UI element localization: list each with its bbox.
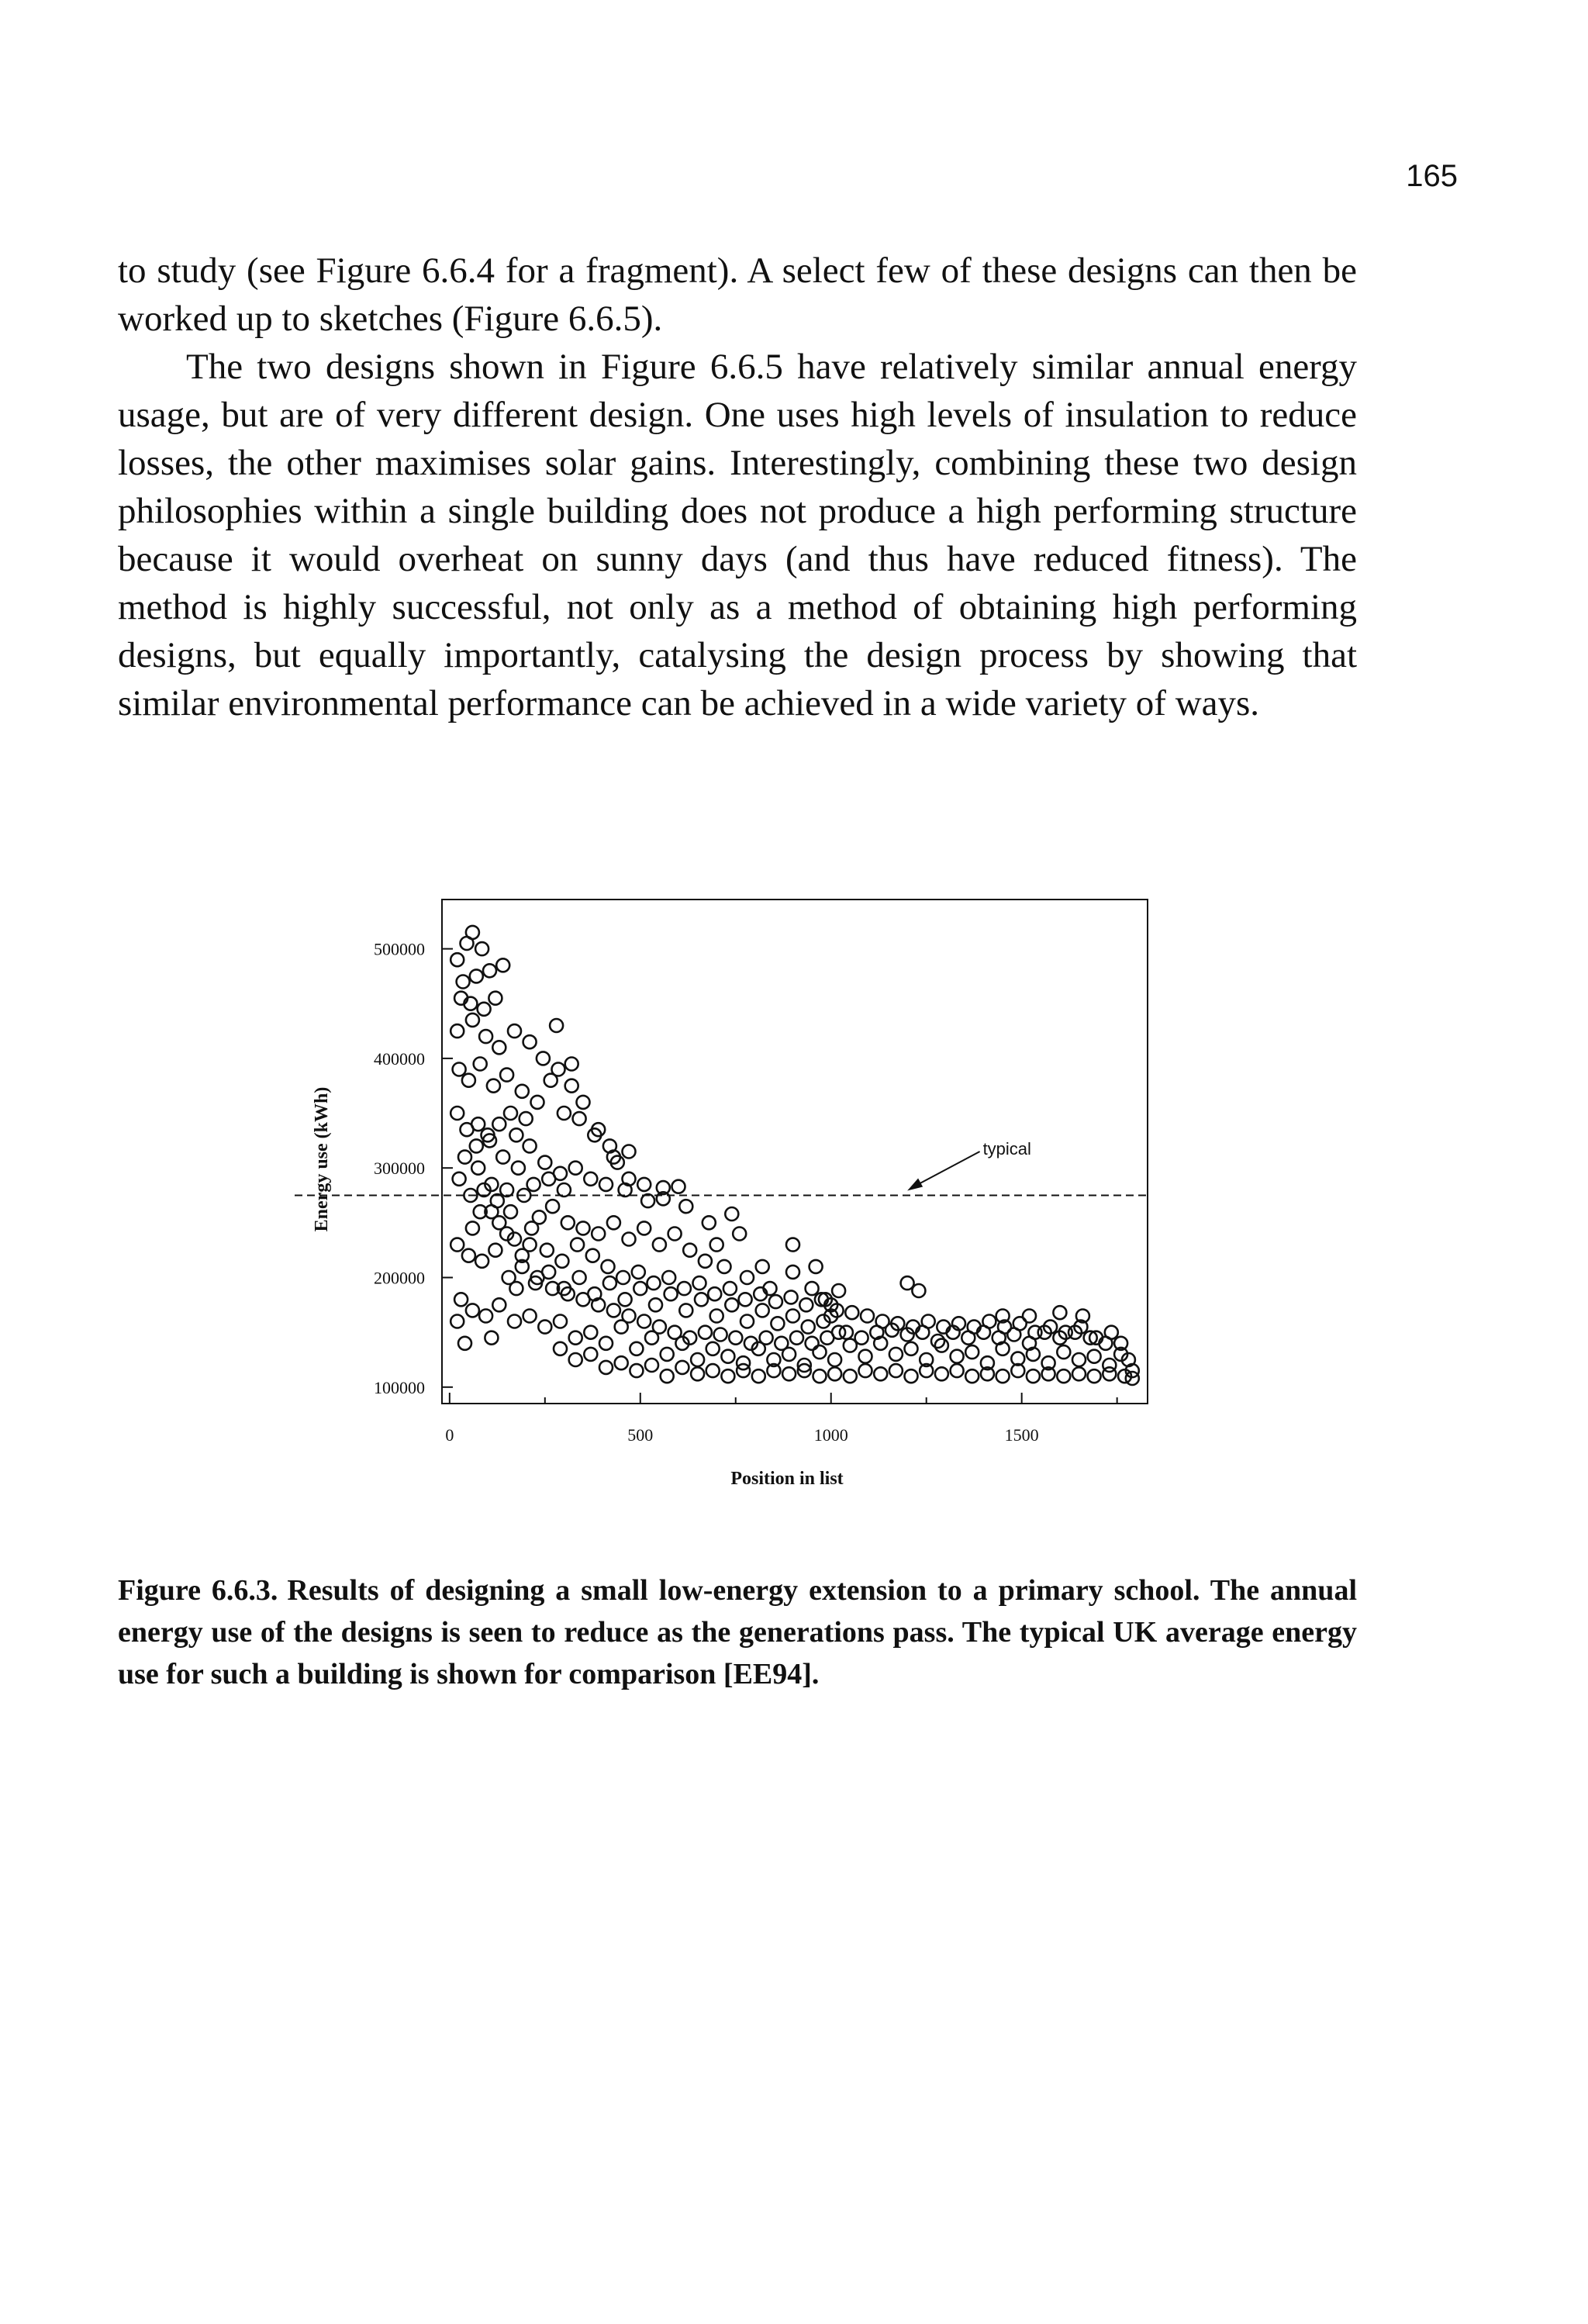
- data-point: [721, 1350, 734, 1363]
- data-point: [471, 1117, 485, 1131]
- data-point: [504, 1205, 517, 1218]
- data-point: [703, 1216, 716, 1229]
- data-point: [623, 1310, 636, 1323]
- data-point: [859, 1364, 872, 1377]
- data-point: [710, 1310, 723, 1323]
- data-point: [544, 1074, 558, 1087]
- x-tick-label: 500: [627, 1425, 654, 1445]
- body-paragraph: The two designs shown in Figure 6.6.5 have relatively similar annual energy usage, but are of very different design. One uses high levels of insulation to reduce losses, the other maximises solar gains. Interestingly, combining these two design philosophies within a single building does not produce a high performing structure because it would overheat on sunny days (and thus have reduced fitness). The method is highly successful, not only as a method of obtaining high performing designs, but equally importantly, catalysing the design process by showing that similar environmental performance can be achieved in a wide variety of ways.: [118, 347, 1357, 723]
- data-point: [623, 1145, 636, 1159]
- data-point: [584, 1348, 597, 1361]
- data-point: [649, 1298, 662, 1311]
- data-point: [527, 1178, 540, 1191]
- data-point: [525, 1221, 538, 1235]
- data-point: [485, 1331, 498, 1345]
- data-point: [509, 1282, 523, 1295]
- data-point: [632, 1266, 645, 1279]
- data-point: [451, 1238, 464, 1252]
- data-point: [523, 1035, 537, 1048]
- scatter-chart: [295, 884, 1179, 1504]
- data-point: [665, 1287, 678, 1300]
- data-point: [806, 1282, 819, 1295]
- data-point: [935, 1367, 948, 1380]
- data-point: [523, 1238, 537, 1252]
- data-point: [832, 1284, 845, 1297]
- data-point: [1126, 1372, 1139, 1385]
- data-point: [492, 1117, 506, 1131]
- data-point: [965, 1345, 979, 1359]
- data-point: [451, 1107, 464, 1120]
- x-tick-label: 1500: [1004, 1425, 1039, 1445]
- data-point: [569, 1162, 582, 1175]
- data-point: [508, 1024, 521, 1038]
- data-point: [599, 1337, 613, 1350]
- data-point: [462, 1249, 475, 1262]
- y-tick-label: 500000: [374, 939, 425, 959]
- data-point: [706, 1364, 720, 1377]
- data-point: [861, 1310, 874, 1323]
- data-point: [691, 1353, 704, 1366]
- data-point: [737, 1356, 750, 1369]
- data-point: [523, 1139, 537, 1152]
- data-point: [599, 1178, 613, 1191]
- body-text: [118, 247, 1357, 727]
- data-point: [708, 1287, 721, 1300]
- data-point: [876, 1315, 889, 1328]
- data-point: [756, 1304, 769, 1317]
- data-point: [540, 1244, 554, 1257]
- data-point: [488, 1244, 502, 1257]
- data-point: [466, 1014, 479, 1027]
- data-point: [922, 1315, 935, 1328]
- data-point: [845, 1306, 858, 1319]
- data-point: [509, 1128, 523, 1141]
- data-point: [565, 1079, 578, 1093]
- typical-label: typical: [982, 1139, 1031, 1159]
- data-point: [1028, 1326, 1041, 1339]
- data-point: [799, 1298, 813, 1311]
- data-point: [602, 1260, 615, 1273]
- data-point: [500, 1183, 513, 1197]
- data-point: [550, 1019, 563, 1032]
- data-point: [1088, 1369, 1101, 1383]
- figure-caption: [118, 1569, 1357, 1695]
- data-point: [475, 942, 488, 955]
- figure-caption-label: Figure 6.6.3.: [118, 1574, 278, 1607]
- data-point: [756, 1260, 769, 1273]
- data-point: [752, 1369, 765, 1383]
- data-point: [653, 1321, 666, 1334]
- y-tick-label: 400000: [374, 1048, 425, 1069]
- data-point: [661, 1369, 674, 1383]
- data-point: [554, 1342, 567, 1355]
- data-point: [1023, 1310, 1036, 1323]
- data-point: [641, 1194, 654, 1207]
- data-point: [577, 1293, 590, 1306]
- y-tick-label: 300000: [374, 1159, 425, 1179]
- data-point: [699, 1255, 712, 1268]
- data-point: [586, 1249, 599, 1262]
- data-point: [679, 1304, 692, 1317]
- typical-arrow: [912, 1152, 979, 1188]
- data-point: [786, 1238, 799, 1252]
- data-point: [571, 1238, 584, 1252]
- data-point: [905, 1342, 918, 1355]
- data-point: [471, 1162, 485, 1175]
- data-point: [786, 1310, 799, 1323]
- data-point: [599, 1361, 613, 1374]
- data-point: [451, 1315, 464, 1328]
- data-point: [573, 1112, 586, 1125]
- y-tick-label: 100000: [374, 1377, 425, 1397]
- data-point: [474, 1058, 487, 1071]
- data-point: [561, 1216, 575, 1229]
- data-point: [623, 1233, 636, 1246]
- data-point: [806, 1337, 819, 1350]
- data-point: [740, 1315, 754, 1328]
- data-point: [504, 1107, 517, 1120]
- data-point: [1072, 1367, 1086, 1380]
- data-point: [462, 1074, 475, 1087]
- y-tick-label: 200000: [374, 1268, 425, 1288]
- data-point: [637, 1221, 651, 1235]
- data-point: [813, 1345, 827, 1359]
- data-point: [492, 1216, 506, 1229]
- data-point: [531, 1096, 544, 1109]
- data-point: [718, 1260, 731, 1273]
- page-number: 165: [1406, 159, 1458, 193]
- data-point: [584, 1326, 597, 1339]
- data-point: [889, 1348, 903, 1361]
- x-tick-label: 1000: [813, 1425, 848, 1445]
- data-point: [820, 1331, 834, 1345]
- data-point: [729, 1331, 742, 1345]
- data-point: [840, 1326, 853, 1339]
- data-point: [487, 1079, 500, 1093]
- data-point: [1105, 1326, 1118, 1339]
- data-point: [874, 1367, 887, 1380]
- data-point: [573, 1271, 586, 1284]
- data-point: [661, 1348, 674, 1361]
- x-axis-label: Position in list: [730, 1469, 844, 1489]
- data-point: [1072, 1353, 1086, 1366]
- data-point: [457, 976, 470, 989]
- data-point: [475, 1255, 488, 1268]
- data-point: [508, 1315, 521, 1328]
- data-point: [470, 1139, 483, 1152]
- data-point: [725, 1298, 738, 1311]
- data-point: [616, 1271, 630, 1284]
- data-point: [492, 1041, 506, 1054]
- data-point: [496, 1151, 509, 1164]
- data-point: [668, 1326, 682, 1339]
- data-point: [1057, 1369, 1070, 1383]
- figure-energy-scatter: [295, 884, 1179, 1504]
- data-point: [520, 1112, 533, 1125]
- data-point: [630, 1364, 643, 1377]
- data-point: [802, 1321, 815, 1334]
- data-point: [458, 1151, 471, 1164]
- data-point: [615, 1356, 628, 1369]
- data-point: [554, 1315, 567, 1328]
- data-point: [905, 1369, 918, 1383]
- data-point: [458, 1337, 471, 1350]
- data-point: [466, 1221, 479, 1235]
- data-point: [523, 1310, 537, 1323]
- data-point: [662, 1271, 675, 1284]
- data-point: [982, 1315, 996, 1328]
- data-point: [810, 1260, 823, 1273]
- data-point: [739, 1293, 752, 1306]
- data-point: [733, 1228, 746, 1241]
- data-point: [672, 1180, 685, 1193]
- data-point: [855, 1331, 868, 1345]
- data-point: [725, 1207, 738, 1221]
- data-point: [454, 1293, 468, 1306]
- data-point: [453, 1063, 466, 1076]
- data-point: [483, 964, 496, 977]
- data-point: [479, 1030, 492, 1043]
- data-point: [813, 1369, 827, 1383]
- data-point: [451, 1024, 464, 1038]
- data-point: [569, 1331, 582, 1345]
- data-point: [675, 1361, 689, 1374]
- data-point: [723, 1282, 737, 1295]
- data-point: [790, 1331, 803, 1345]
- data-point: [683, 1244, 696, 1257]
- data-point: [844, 1369, 857, 1383]
- data-point: [645, 1359, 658, 1372]
- data-point: [912, 1284, 925, 1297]
- data-point: [558, 1107, 571, 1120]
- data-point: [451, 953, 464, 966]
- data-point: [542, 1172, 555, 1186]
- data-point: [710, 1238, 723, 1252]
- data-point: [786, 1266, 799, 1279]
- plot-frame: [442, 900, 1148, 1404]
- data-point: [653, 1238, 666, 1252]
- data-point: [478, 1003, 491, 1016]
- data-point: [479, 1310, 492, 1323]
- data-point: [607, 1216, 620, 1229]
- data-point: [695, 1293, 708, 1306]
- data-point: [516, 1085, 529, 1098]
- data-point: [721, 1369, 734, 1383]
- data-point: [668, 1228, 682, 1241]
- data-point: [512, 1162, 525, 1175]
- data-point: [453, 1172, 466, 1186]
- data-point: [678, 1282, 691, 1295]
- data-point: [691, 1367, 704, 1380]
- x-tick-label: 0: [445, 1425, 454, 1445]
- data-point: [577, 1096, 590, 1109]
- data-point: [1053, 1306, 1066, 1319]
- data-point: [592, 1228, 605, 1241]
- data-point: [496, 958, 509, 972]
- data-point: [607, 1304, 620, 1317]
- data-point: [951, 1364, 964, 1377]
- data-point: [546, 1200, 559, 1213]
- figure-caption-text: Results of designing a small low-energy extension to a primary school. The annual energy use of the designs is seen to reduce as the generations pass. The typical UK average energy use for such a building is shown for comparison [EE94].: [118, 1574, 1357, 1690]
- data-point: [760, 1331, 773, 1345]
- data-point: [828, 1353, 841, 1366]
- data-point: [740, 1271, 754, 1284]
- data-point: [828, 1367, 841, 1380]
- data-point: [782, 1367, 796, 1380]
- data-point: [769, 1295, 782, 1308]
- data-point: [693, 1276, 706, 1290]
- data-point: [859, 1350, 872, 1363]
- data-point: [470, 969, 483, 982]
- data-point: [488, 992, 502, 1005]
- data-point: [1103, 1367, 1116, 1380]
- y-axis-label: Energy use (kWh): [312, 1086, 332, 1232]
- data-point: [577, 1221, 590, 1235]
- data-point: [637, 1315, 651, 1328]
- data-point: [951, 1350, 964, 1363]
- data-point: [466, 926, 479, 939]
- data-point: [466, 1304, 479, 1317]
- data-point: [737, 1364, 750, 1377]
- data-point: [555, 1255, 568, 1268]
- data-point: [996, 1369, 1010, 1383]
- data-point: [630, 1342, 643, 1355]
- data-point: [647, 1276, 661, 1290]
- data-point: [679, 1200, 692, 1213]
- data-point: [771, 1317, 784, 1330]
- data-point: [785, 1290, 798, 1304]
- data-point: [699, 1326, 712, 1339]
- data-point: [538, 1321, 551, 1334]
- data-point: [965, 1369, 979, 1383]
- data-point: [558, 1183, 571, 1197]
- data-point: [889, 1364, 903, 1377]
- data-point: [537, 1051, 550, 1065]
- data-point: [603, 1276, 616, 1290]
- data-point: [633, 1282, 647, 1295]
- body-paragraph: to study (see Figure 6.6.4 for a fragment). A select few of these designs can then be worked up to sketches (Figure 6.6.5).: [118, 250, 1357, 339]
- typical-arrowhead: [907, 1179, 923, 1191]
- data-point: [500, 1069, 513, 1082]
- data-point: [775, 1337, 788, 1350]
- data-point: [1027, 1369, 1040, 1383]
- data-point: [565, 1058, 578, 1071]
- data-point: [569, 1353, 582, 1366]
- data-point: [1057, 1345, 1070, 1359]
- data-point: [706, 1342, 720, 1355]
- data-point: [619, 1293, 632, 1306]
- data-point: [492, 1298, 506, 1311]
- data-point: [1088, 1350, 1101, 1363]
- data-point: [714, 1328, 727, 1342]
- data-point: [538, 1156, 551, 1169]
- data-point: [584, 1172, 597, 1186]
- data-point: [637, 1178, 651, 1191]
